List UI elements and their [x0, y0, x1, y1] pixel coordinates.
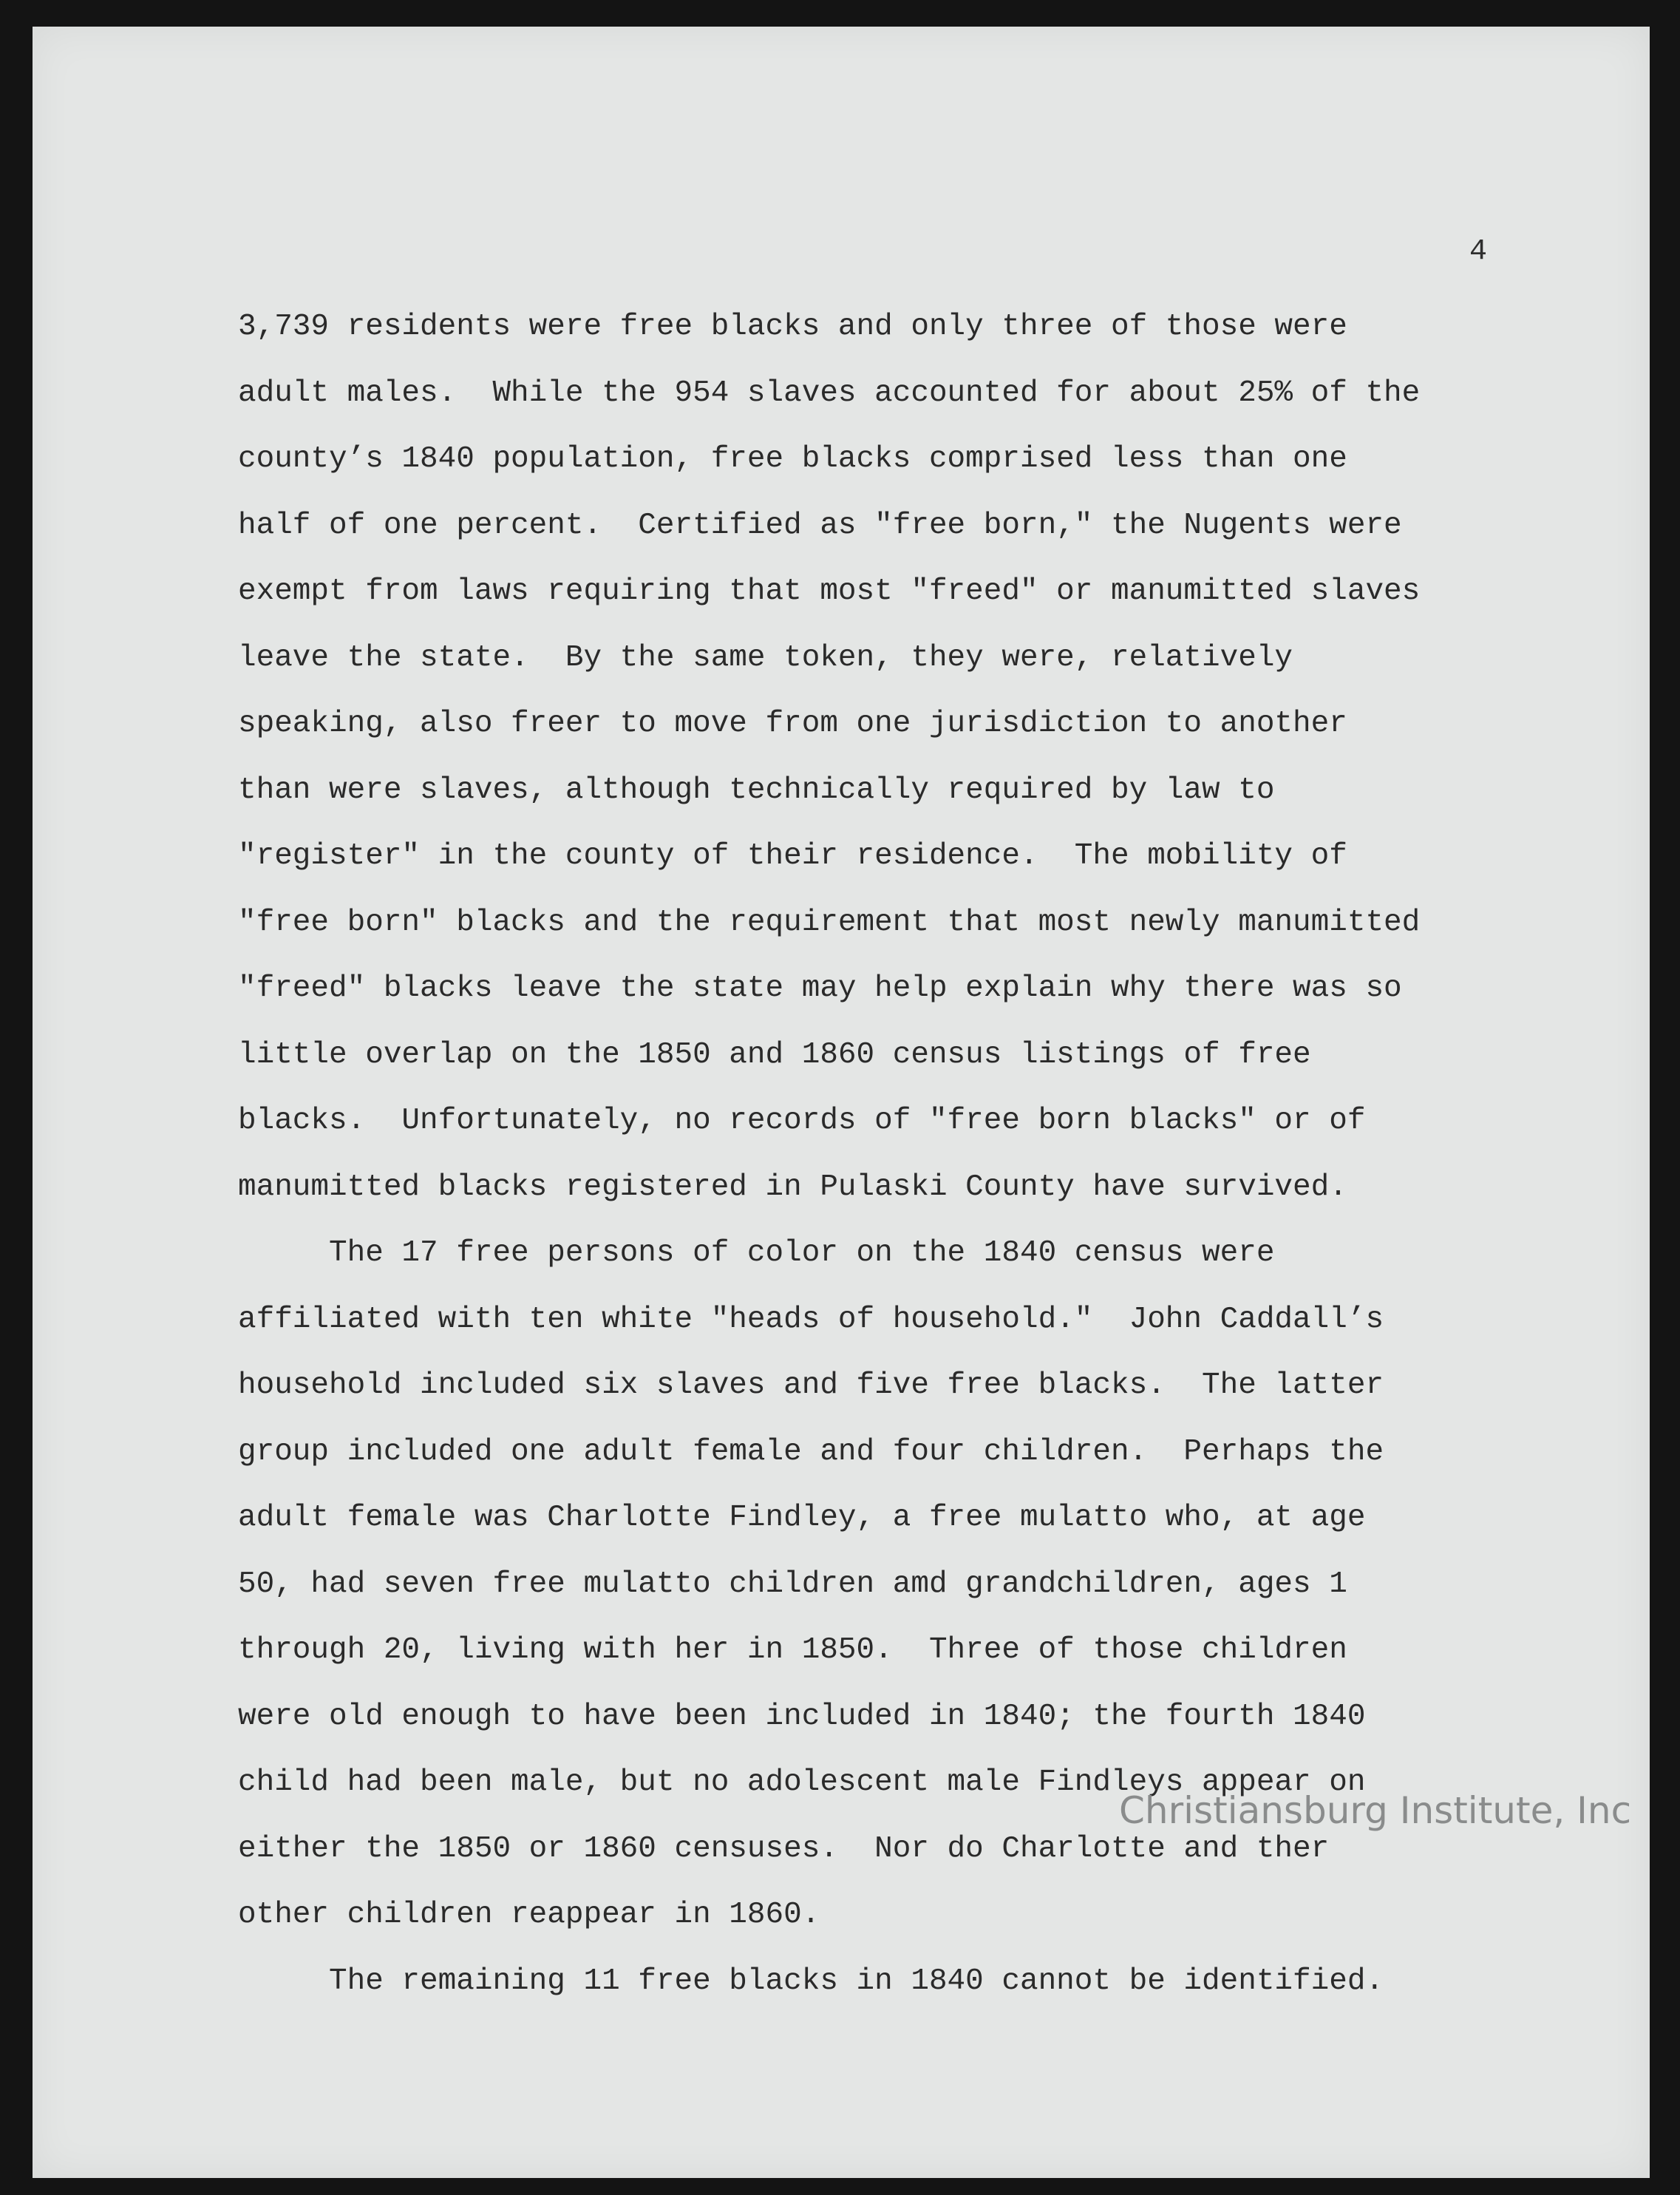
text-line: group included one adult female and four children. Perhaps the — [238, 1434, 1384, 1469]
text-line: than were slaves, although technically required by law to — [238, 773, 1275, 807]
text-line: speaking, also freer to move from one jurisdiction to another — [238, 707, 1347, 741]
text-line: county’s 1840 population, free blacks comprised less than one — [238, 442, 1347, 476]
text-line: other children reappear in 1860. — [238, 1898, 820, 1932]
text-line: blacks. Unfortunately, no records of "free born blacks" or of — [238, 1104, 1366, 1138]
text-line: adult males. While the 954 slaves accounted for about 25% of the — [238, 376, 1421, 410]
text-line: manumitted blacks registered in Pulaski County have survived. — [238, 1170, 1347, 1204]
text-line: household included six slaves and five free blacks. The latter — [238, 1368, 1384, 1402]
text-line: through 20, living with her in 1850. Three of those children — [238, 1633, 1347, 1667]
text-line: leave the state. By the same token, they were, relatively — [238, 640, 1293, 675]
text-line: "freed" blacks leave the state may help explain why there was so — [238, 971, 1402, 1005]
text-line: 50, had seven free mulatto children amd grandchildren, ages 1 — [238, 1567, 1347, 1601]
text-line: 3,739 residents were free blacks and only three of those were — [238, 310, 1347, 344]
text-line: were old enough to have been included in 1840; the fourth 1840 — [238, 1699, 1366, 1734]
watermark: Christiansburg Institute, Inc — [1119, 1789, 1632, 1832]
text-line: affiliated with ten white "heads of household." John Caddall’s — [238, 1302, 1384, 1337]
text-line: The 17 free persons of color on the 1840 census were — [238, 1236, 1275, 1270]
text-line: exempt from laws requiring that most "freed" or manumitted slaves — [238, 574, 1421, 608]
text-line: little overlap on the 1850 and 1860 census listings of free — [238, 1037, 1311, 1072]
text-line: "free born" blacks and the requirement that most newly manumitted — [238, 905, 1421, 940]
text-line: half of one percent. Certified as "free born," the Nugents were — [238, 508, 1402, 543]
text-line: The remaining 11 free blacks in 1840 cannot be identified. — [238, 1964, 1384, 1998]
page-number: 4 — [1469, 235, 1488, 268]
body-text — [238, 294, 1524, 2015]
text-line: adult female was Charlotte Findley, a free mulatto who, at age — [238, 1501, 1366, 1535]
text-line: child had been male, but no adolescent male Findleys appear on — [238, 1765, 1366, 1799]
text-line: either the 1850 or 1860 censuses. Nor do Charlotte and ther — [238, 1831, 1330, 1866]
text-line: "register" in the county of their residence. The mobility of — [238, 839, 1347, 873]
